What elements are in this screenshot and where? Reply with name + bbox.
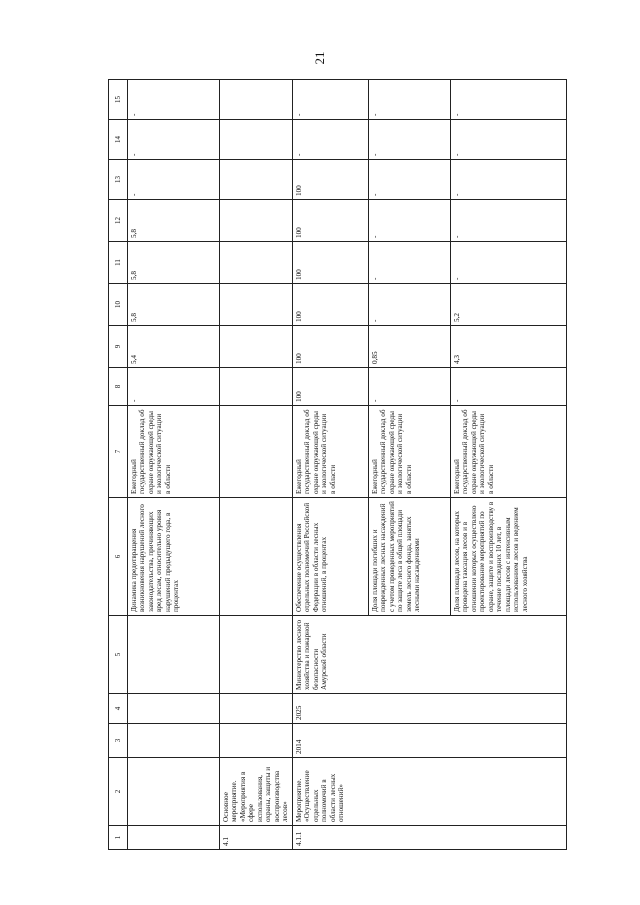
value-cell: 5,8 <box>128 200 220 242</box>
col-header: 7 <box>109 406 128 498</box>
source-cell: Ежегодный государственный доклад об охране окружающей среды и экологической ситуации в области <box>128 406 220 498</box>
value-cell: 5,2 <box>450 284 566 326</box>
col-header: 6 <box>109 498 128 616</box>
col-header: 13 <box>109 160 128 200</box>
value-cell: 100 <box>292 326 368 368</box>
value-cell: - <box>450 120 566 160</box>
col-header: 14 <box>109 120 128 160</box>
page-number: 21 <box>312 51 327 65</box>
value-cell: - <box>450 242 566 284</box>
col-header: 10 <box>109 284 128 326</box>
start-year: 2014 <box>292 724 566 758</box>
col-header: 2 <box>109 758 128 826</box>
value-cell: - <box>128 368 220 406</box>
source-cell: Ежегодный государственный доклад об охране окружающей среды и экологической ситуации в области <box>450 406 566 498</box>
value-cell: 100 <box>292 242 368 284</box>
value-cell: - <box>128 160 220 200</box>
value-cell: 0,85 <box>368 326 450 368</box>
col-header: 4 <box>109 694 128 724</box>
value-cell: - <box>368 242 450 284</box>
col-header: 8 <box>109 368 128 406</box>
end-year: 2025 <box>292 694 566 724</box>
indicator-cell: Доля площади погибших и поврежденных лесных насаждений с учетом проведенных мероприятий по защите леса в общей площади земель лесного фонда, занятых лесными насаждениями <box>368 498 450 616</box>
value-cell: - <box>450 160 566 200</box>
table-row <box>220 80 293 850</box>
value-cell: - <box>128 120 220 160</box>
header-row <box>109 80 128 850</box>
indicator-cell: Доля площади лесов, на которых проведена таксация лесов и в отношении которых осуществлено проектирование мероприятий по охране, защите и воспроизводству в течение последних 10 лет, в площади лесов с интенсивным использованием лесов и ведением лесного хозяйства <box>450 498 566 616</box>
value-cell: - <box>292 80 368 120</box>
indicator-cell: Динамика предотвращения возникновения нарушений лесного законодательства, причиняющих вред лесам, относительно уровня нарушений предыдущего года, в процентах <box>128 498 220 616</box>
value-cell: 5,8 <box>128 242 220 284</box>
row-number: 4.1 <box>220 826 293 850</box>
value-cell: 5,8 <box>128 284 220 326</box>
value-cell: - <box>450 368 566 406</box>
col-header: 5 <box>109 616 128 694</box>
value-cell: - <box>292 120 368 160</box>
value-cell: 5,4 <box>128 326 220 368</box>
table-row <box>128 80 220 850</box>
measure-name: Мероприятие. «Осуществление отдельных полномочий в области лесных отношений» <box>292 758 566 826</box>
source-cell: Ежегодный государственный доклад об охране окружающей среды и экологической ситуации в области <box>368 406 450 498</box>
value-cell: - <box>450 80 566 120</box>
value-cell: - <box>368 368 450 406</box>
value-cell: 100 <box>292 200 368 242</box>
executor: Министерство лесного хозяйства и пожарной безопасности Амурской области <box>292 616 566 694</box>
value-cell: 4,3 <box>450 326 566 368</box>
col-header: 11 <box>109 242 128 284</box>
value-cell: - <box>368 80 450 120</box>
value-cell: - <box>368 200 450 242</box>
indicator-cell: Обеспечение осуществления отдельных полномочий Российской Федерации в области лесных отношений, в процентах <box>292 498 368 616</box>
value-cell: - <box>368 284 450 326</box>
row-number: 4.1.1 <box>292 826 566 850</box>
value-cell: - <box>368 120 450 160</box>
value-cell: - <box>450 200 566 242</box>
col-header: 3 <box>109 724 128 758</box>
col-header: 9 <box>109 326 128 368</box>
rotated-table-wrapper <box>108 85 548 850</box>
col-header: 15 <box>109 80 128 120</box>
value-cell: - <box>128 80 220 120</box>
col-header: 12 <box>109 200 128 242</box>
source-cell: Ежегодный государственный доклад об охране окружающей среды и экологической ситуации в области <box>292 406 368 498</box>
table-row <box>292 80 368 850</box>
measure-name: Основное мероприятие. «Мероприятия в сфере использования, охраны, защиты и воспроизводства лесов» <box>220 758 293 826</box>
value-cell: 100 <box>292 284 368 326</box>
value-cell: - <box>368 160 450 200</box>
program-table <box>108 79 567 850</box>
value-cell: 100 <box>292 160 368 200</box>
col-header: 1 <box>109 826 128 850</box>
value-cell: 100 <box>292 368 368 406</box>
